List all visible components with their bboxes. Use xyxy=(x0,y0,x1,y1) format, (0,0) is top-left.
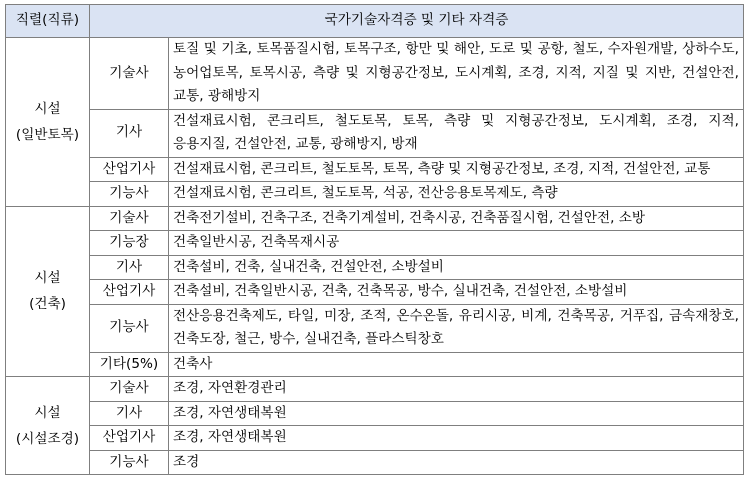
series-name-line: 시설 xyxy=(34,404,61,421)
certs-cell: 조경 xyxy=(169,450,744,475)
header-row xyxy=(6,5,744,38)
certs-cell: 건설재료시험, 콘크리트, 철도토목, 석공, 전산응용토목제도, 측량 xyxy=(169,182,744,207)
table-row xyxy=(6,426,744,451)
table-row xyxy=(6,38,744,110)
series-name-line: (시설조경) xyxy=(15,430,80,447)
table-row xyxy=(6,109,744,157)
certs-cell: 건축전기설비, 건축구조, 건축기계설비, 건축시공, 건축품질시험, 건설안전, 소방 xyxy=(169,206,744,231)
certs-cell: 건설재료시험, 콘크리트, 철도토목, 토목, 측량 및 지형공간정보, 도시계획, 조경, 지적, 응용지질, 건설안전, 교통, 광해방지, 방재 xyxy=(169,109,744,157)
grade-cell: 기능사 xyxy=(90,182,169,207)
grade-cell: 기사 xyxy=(90,255,169,280)
series-name-line: (건축) xyxy=(29,296,66,313)
series-cell-civil xyxy=(6,38,90,207)
table-row xyxy=(6,401,744,426)
certs-cell: 전산응용건축제도, 타일, 미장, 조적, 온수온돌, 유리시공, 비계, 건축목공, 거푸집, 금속재창호, 건축도장, 철근, 방수, 실내건축, 플라스틱창호 xyxy=(169,304,744,352)
certs-cell: 토질 및 기초, 토목품질시험, 토목구조, 항만 및 해안, 도로 및 공항, 철도, 수자원개발, 상하수도, 농어업토목, 토목시공, 측량 및 지형공간정보, 도시계획, 조경, 지적, 지질 및 지반, 건설안전, 교통, 광해방지 xyxy=(169,38,744,110)
qualification-table-container xyxy=(5,4,744,475)
grade-cell: 기능사 xyxy=(90,450,169,475)
certs-cell: 조경, 자연환경관리 xyxy=(169,377,744,402)
grade-cell: 산업기사 xyxy=(90,280,169,305)
header-certificates: 국가기술자격증 및 기타 자격증 xyxy=(90,5,744,38)
grade-cell: 산업기사 xyxy=(90,426,169,451)
grade-cell: 기사 xyxy=(90,109,169,157)
grade-cell: 기술사 xyxy=(90,38,169,110)
series-name-line: 시설 xyxy=(34,270,61,287)
table-row xyxy=(6,377,744,402)
certs-cell: 조경, 자연생태복원 xyxy=(169,401,744,426)
table-row xyxy=(6,182,744,207)
series-name-line: (일반토목) xyxy=(15,126,80,143)
certs-cell: 건축일반시공, 건축목재시공 xyxy=(169,231,744,256)
grade-cell: 기술사 xyxy=(90,206,169,231)
series-name-line: 시설 xyxy=(34,100,61,117)
grade-cell: 기사 xyxy=(90,401,169,426)
grade-cell: 기능장 xyxy=(90,231,169,256)
certs-cell: 조경, 자연생태복원 xyxy=(169,426,744,451)
grade-cell: 기능사 xyxy=(90,304,169,352)
certs-cell: 건축설비, 건축, 실내건축, 건설안전, 소방설비 xyxy=(169,255,744,280)
table-row xyxy=(6,157,744,182)
table-row xyxy=(6,255,744,280)
table-row xyxy=(6,352,744,377)
grade-cell: 산업기사 xyxy=(90,157,169,182)
certs-cell: 건축설비, 건축일반시공, 건축, 건축목공, 방수, 실내건축, 건설안전, 소방설비 xyxy=(169,280,744,305)
certs-cell: 건설재료시험, 콘크리트, 철도토목, 토목, 측량 및 지형공간정보, 조경, 지적, 건설안전, 교통 xyxy=(169,157,744,182)
qualification-table xyxy=(5,4,744,475)
series-cell-architecture xyxy=(6,206,90,377)
table-row xyxy=(6,231,744,256)
table-row xyxy=(6,206,744,231)
grade-cell: 기타(5%) xyxy=(90,352,169,377)
grade-cell: 기술사 xyxy=(90,377,169,402)
series-cell-landscape xyxy=(6,377,90,475)
certs-cell: 건축사 xyxy=(169,352,744,377)
table-row xyxy=(6,280,744,305)
table-row xyxy=(6,304,744,352)
table-row xyxy=(6,450,744,475)
header-series: 직렬(직류) xyxy=(6,5,90,38)
